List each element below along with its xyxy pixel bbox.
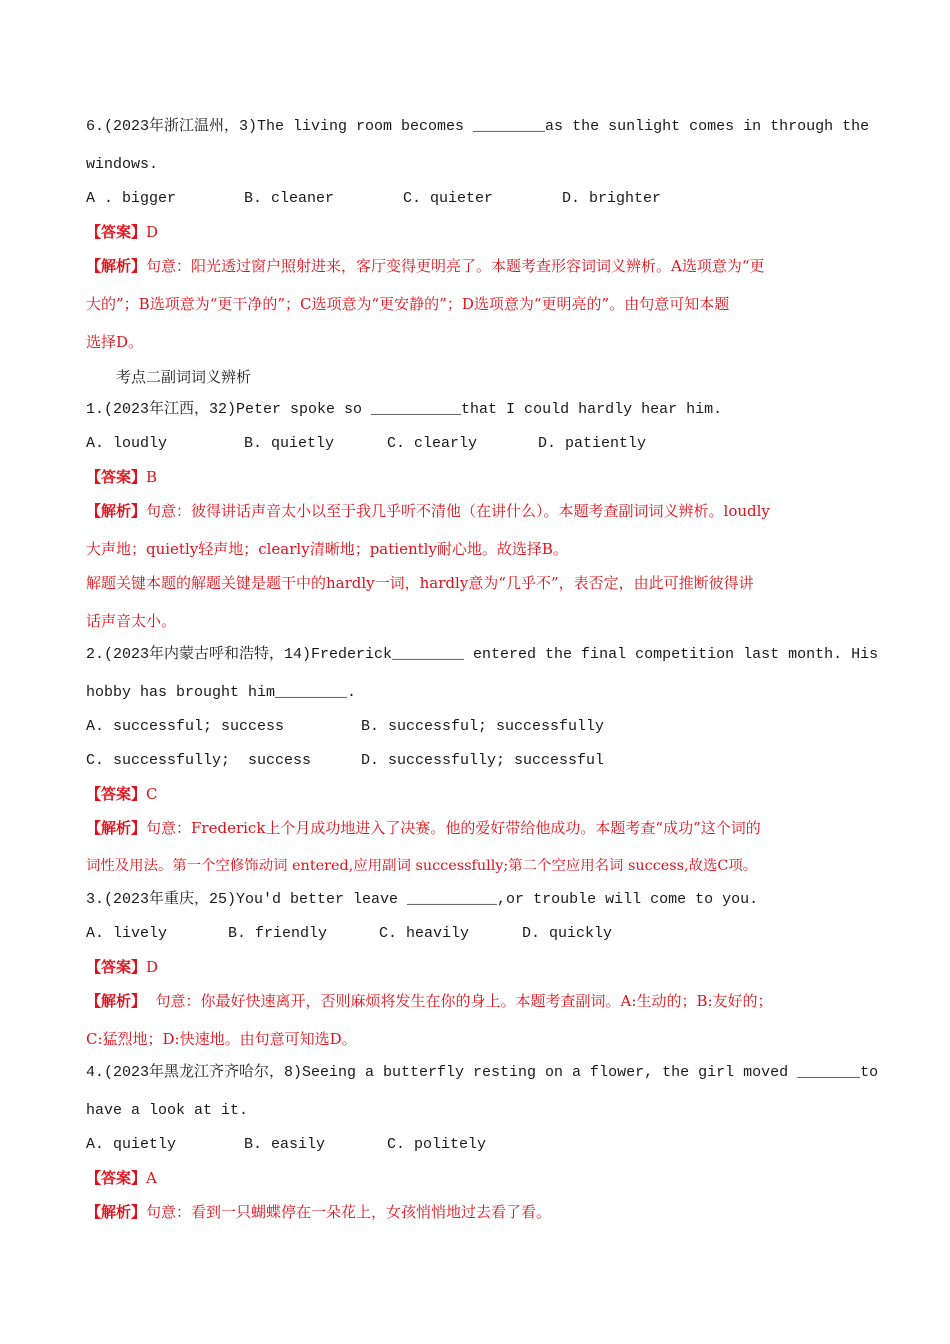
question-2-analysis-line2: 词性及用法。第一个空修饰动词 entered,应用副词 successfully;第二个空应用名词 success,故选C项。 [86, 858, 758, 874]
question-6-analysis-line3: 选择D。 [86, 333, 144, 351]
answer-value: B [146, 468, 158, 486]
question-3-option-c: C. heavily [379, 925, 470, 942]
analysis-label: 【解析】 [86, 1203, 147, 1221]
answer-label: 【答案】 [86, 468, 147, 486]
question-4-stem-line1: 4.(2023年黑龙江齐齐哈尔，8)Seeing a butterfly resting on a flower, the girl moved _______to [86, 1064, 879, 1081]
analysis-label: 【解析】 [86, 257, 147, 275]
question-6-analysis-line1 [86, 256, 765, 276]
question-6-option-d: D. brighter [562, 190, 662, 207]
question-2-option-c: C. successfully; success [86, 752, 312, 769]
question-1-option-b: B. quietly [244, 435, 335, 452]
question-6-stem-line2: windows. [86, 156, 159, 173]
analysis-text: 句意：阳光透过窗户照射进来，客厅变得更明亮了。本题考查形容词词义辨析。A选项意为“更 [146, 257, 765, 275]
question-6-stem-line1: 6.(2023年浙江温州，3)The living room becomes ________as the sunlight comes in through the [86, 118, 870, 135]
answer-label: 【答案】 [86, 785, 147, 803]
answer-value: C [146, 785, 158, 803]
question-4-option-a: A. quietly [86, 1136, 177, 1153]
question-1-analysis-line1 [86, 501, 770, 521]
question-3-stem: 3.(2023年重庆，25)You'd better leave __________,or trouble will come to you. [86, 891, 759, 908]
answer-label: 【答案】 [86, 1169, 147, 1187]
question-1-option-c: C. clearly [387, 435, 478, 452]
question-4-analysis-line1 [86, 1202, 551, 1222]
question-1-option-a: A. loudly [86, 435, 168, 452]
analysis-label: 【解析】 [86, 819, 147, 837]
question-2-option-a: A. successful; success [86, 718, 285, 735]
answer-value: A [146, 1169, 157, 1187]
question-2-stem-line1: 2.(2023年内蒙古呼和浩特，14)Frederick________ entered the final competition last month. His [86, 646, 879, 663]
question-3-option-b: B. friendly [228, 925, 328, 942]
answer-label: 【答案】 [86, 958, 147, 976]
question-6-option-b: B. cleaner [244, 190, 335, 207]
question-6-option-c: C. quieter [403, 190, 494, 207]
question-2-stem-line2: hobby has brought him________. [86, 684, 357, 701]
question-2-answer [86, 784, 158, 804]
answer-value: D [146, 958, 159, 976]
section-title: 考点二副词词义辨析 [116, 368, 252, 386]
analysis-label: 【解析】 [86, 992, 147, 1010]
question-1-stem: 1.(2023年江西，32)Peter spoke so __________that I could hardly hear him. [86, 401, 723, 418]
question-4-option-c: C. politely [387, 1136, 487, 1153]
analysis-text: 句意：Frederick上个月成功地进入了决赛。他的爱好带给他成功。本题考查“成功”这个词的 [146, 819, 761, 837]
question-3-analysis-line1 [86, 991, 773, 1011]
question-2-option-d: D. successfully; successful [361, 752, 605, 769]
analysis-label: 【解析】 [86, 502, 147, 520]
question-1-key-line1: 解题关键本题的解题关键是题干中的hardly一词，hardly意为“几乎不”，表否定，由此可推断彼得讲 [86, 574, 754, 592]
question-3-option-a: A. lively [86, 925, 168, 942]
question-4-option-b: B. easily [244, 1136, 326, 1153]
question-1-key-line2: 话声音太小。 [86, 612, 177, 630]
question-2-option-b: B. successful; successfully [361, 718, 605, 735]
question-2-analysis-line1 [86, 818, 761, 838]
question-3-analysis-line2: C:猛烈地；D:快速地。由句意可知选D。 [86, 1030, 357, 1048]
analysis-text: 句意：你最好快速离开，否则麻烦将发生在你的身上。本题考查副词。A:生动的；B:友好的； [146, 992, 773, 1010]
question-4-answer [86, 1168, 157, 1188]
question-6-analysis-line2: 大的”；B选项意为“更干净的”；C选项意为“更安静的”；D选项意为“更明亮的”。由句意可知本题 [86, 295, 730, 313]
answer-label: 【答案】 [86, 223, 147, 241]
question-3-option-d: D. quickly [522, 925, 613, 942]
answer-value: D [146, 223, 159, 241]
analysis-text: 句意：看到一只蝴蝶停在一朵花上，女孩悄悄地过去看了看。 [146, 1203, 552, 1221]
analysis-text: 句意：彼得讲话声音太小以至于我几乎听不清他（在讲什么）。本题考查副词词义辨析。loudly [146, 502, 770, 520]
question-3-answer [86, 957, 158, 977]
question-6-answer [86, 222, 158, 242]
question-1-option-d: D. patiently [538, 435, 647, 452]
question-1-analysis-line2: 大声地；quietly轻声地；clearly清晰地；patiently耐心地。故选择B。 [86, 540, 568, 558]
question-6-option-a: A . bigger [86, 190, 177, 207]
question-4-stem-line2: have a look at it. [86, 1102, 249, 1119]
question-1-answer [86, 467, 157, 487]
